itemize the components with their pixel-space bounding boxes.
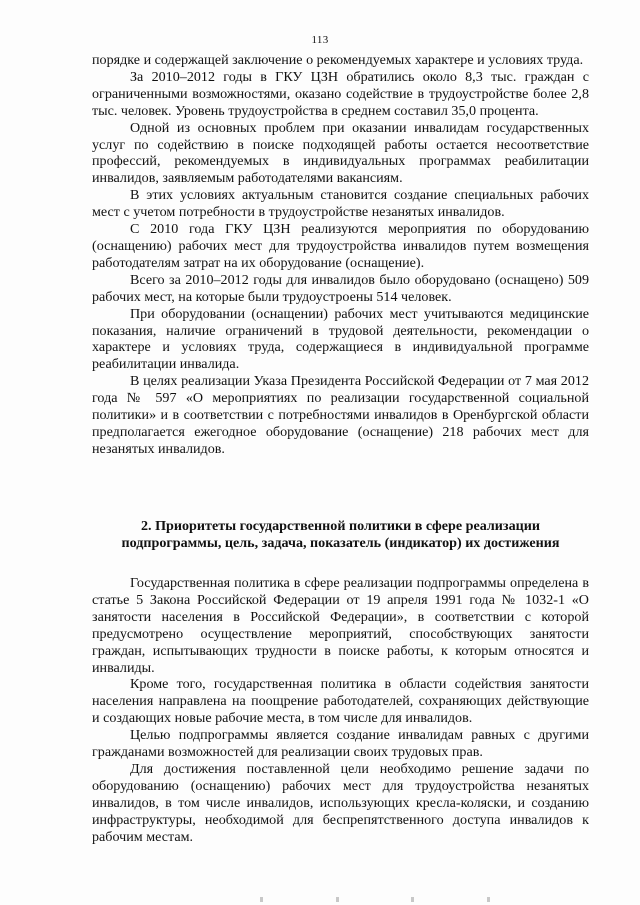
paragraph: Одной из основных проблем при оказании инвалидам государственных услуг по содействию в поиске подходящей работы остается несоответствие профессий, рекомендуемых в индивидуальных программах реабилитации инвалидов, заявляемым работодателями вакансиям. [92, 119, 589, 187]
paragraph: порядке и содержащей заключение о рекомендуемых характере и условиях труда. [92, 52, 584, 68]
paragraph: Кроме того, государственная политика в области содействия занятости населения направлена на поощрение работодателей, сохраняющих действующие и создающих новые рабочие места, в том числе для инвалидов. [92, 676, 589, 727]
scan-edge-marks [260, 897, 490, 903]
paragraph: В этих условиях актуальным становится создание специальных рабочих мест с учетом потребности в трудоустройстве незанятых инвалидов. [92, 187, 589, 221]
paragraph: За 2010–2012 годы в ГКУ ЦЗН обратились около 8,3 тыс. граждан с ограниченными возможностями, оказано содействие в трудоустройстве более 2,8 тыс. человек. Уровень трудоустройства в среднем составил 35,0 процента. [92, 68, 589, 119]
body-text-top [92, 52, 589, 458]
section-heading-line-1: 2. Приоритеты государственной политики в сфере реализации [141, 518, 540, 534]
section-heading [92, 518, 589, 552]
paragraph: С 2010 года ГКУ ЦЗН реализуются мероприятия по оборудованию (оснащению) рабочих мест для трудоустройства инвалидов путем возмещения работодателям затрат на их оборудование (оснащение). [92, 221, 589, 271]
page-number: 113 [311, 34, 329, 46]
section-heading-line-2: подпрограммы, цель, задача, показатель (индикатор) их достижения [121, 535, 560, 551]
body-text-bottom [92, 575, 589, 846]
paragraph: В целях реализации Указа Президента Российской Федерации от 7 мая 2012 года № 597 «О мероприятиях по реализации государственной социальной политики» и в соответствии с потребностями инвалидов в Оренбургской области предполагается ежегодное оборудование (оснащение) 218 рабочих мест для незанятых инвалидов. [92, 373, 589, 457]
paragraph: Целью подпрограммы является создание инвалидам равных с другими гражданами возможностей для реализации своих трудовых прав. [92, 727, 589, 761]
paragraph: Всего за 2010–2012 годы для инвалидов было оборудовано (оснащено) 509 рабочих мест, на которые были трудоустроены 514 человек. [92, 271, 589, 305]
scan-mark [260, 897, 263, 902]
paragraph: При оборудовании (оснащении) рабочих мест учитываются медицинские показания, наличие ограничений в трудовой деятельности, рекомендации о характере и условиях труда, содержащиеся в индивидуальной программе реабилитации инвалида. [92, 305, 589, 373]
scan-mark [411, 897, 414, 902]
paragraph: Государственная политика в сфере реализации подпрограммы определена в статье 5 Закона Российской Федерации от 19 апреля 1991 года № 1032-1 «О занятости населения в Российской Федерации», в соответствии с которой предусмотрено осуществление мероприятий, способствующих занятости граждан, испытывающих трудности в поиске работы, к которым относятся и инвалиды. [92, 575, 589, 676]
scan-mark [336, 897, 339, 902]
paragraph: Для достижения поставленной цели необходимо решение задачи по оборудованию (оснащению) рабочих мест для трудоустройства незанятых инвалидов, в том числе инвалидов, использующих кресла-коляски, и созданию инфраструктуры, необходимой для беспрепятственного доступа инвалидов к рабочим местам. [92, 760, 589, 845]
scan-mark [487, 897, 490, 902]
